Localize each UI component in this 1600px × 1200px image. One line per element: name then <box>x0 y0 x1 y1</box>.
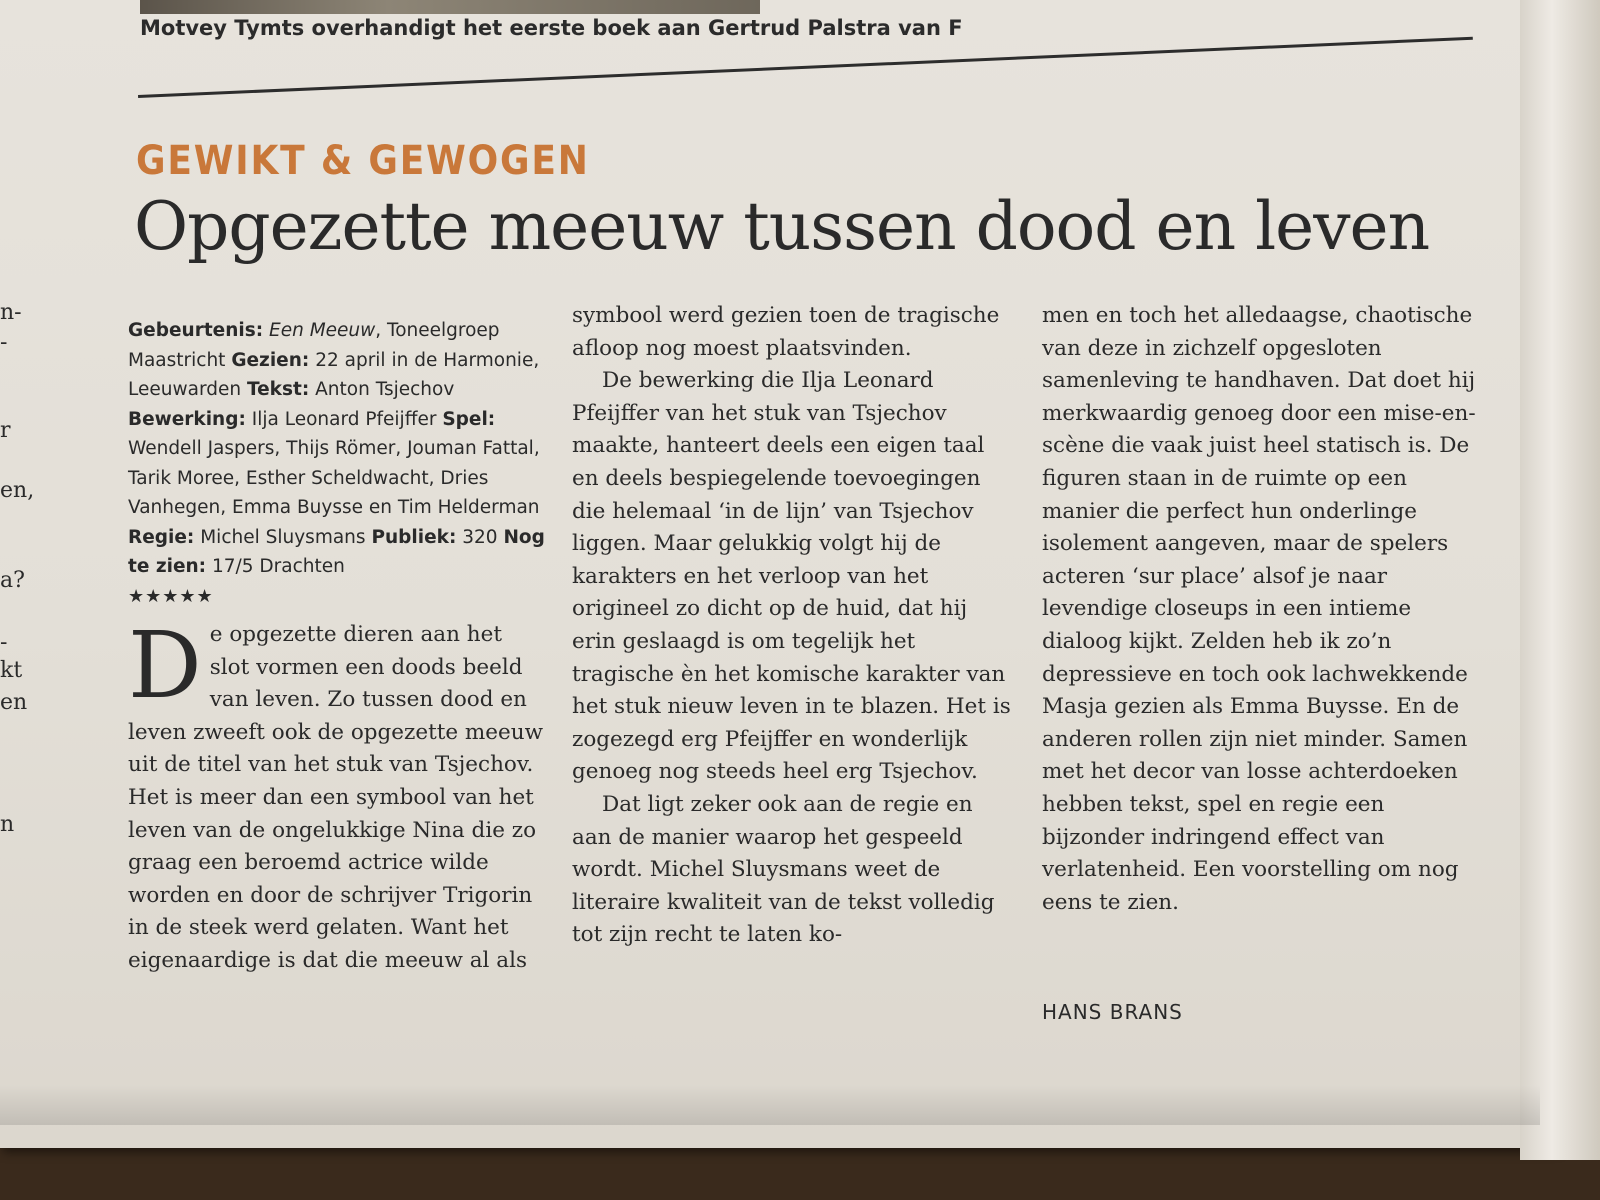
paragraph: symbool werd gezien toen de tragische afloop nog moest plaatsvinden. <box>572 303 1000 361</box>
paper-fold-shadow <box>0 1085 1540 1125</box>
photo-fragment <box>140 0 760 14</box>
rating-stars: ★★★★★ <box>128 585 214 607</box>
section-rubric: GEWIKT & GEWOGEN <box>136 138 590 184</box>
company: , Toneelgroep Maastricht <box>128 320 500 371</box>
cut-text: n- <box>0 300 22 325</box>
article-column-1 <box>128 300 548 978</box>
byline: HANS BRANS <box>1042 1000 1183 1024</box>
paragraph: men en toch het alledaagse, chaotische van deze in zichzelf opgesloten samenleving te handhaven. Dat doet hij merkwaardig genoeg door een mise-en-scène die vaak juist heel statisch is. De figuren staan in de ruimte op een manier die perfect hun onderlinge isolement aangeven, maar de spelers acteren ‘sur place’ alsof je naar levendige closeups in een intieme dialoog kijkt. Zelden heb ik zo’n depressieve en toch ook lachwekkende Masja gezien als Emma Buysse. En de anderen rollen zijn niet minder. Samen met het decor van losse achterdoeken hebben tekst, spel en regie een bijzonder indringend effect van verlatenheid. Een voorstelling om nog eens te zien. <box>1042 303 1476 915</box>
label-publiek: Publiek: <box>371 526 457 548</box>
cast: Wendell Jaspers, Thijs Römer, Jouman Fattal, Tarik Moree, Esther Scheldwacht, Dries Vanhegen, Emma Buysse en Tim Helderman <box>128 438 540 518</box>
article-body-start <box>128 612 548 978</box>
paragraph: Dat ligt zeker ook aan de regie en aan de manier waarop het gespeeld wordt. Michel Sluysmans weet de literaire kwaliteit van de tekst volledig tot zijn recht te laten ko- <box>572 791 995 948</box>
label-regie: Regie: <box>128 526 195 548</box>
seen-at: 22 april in de Harmonie, Leeuwarden <box>128 349 540 400</box>
label-bewerking: Bewerking: <box>128 408 246 430</box>
paragraph: De bewerking die Ilja Leonard Pfeijffer van het stuk van Tsjechov maakte, hanteert deels een eigen taal en deels bespiegelende toevoegingen die helemaal ‘in de lijn’ van Tsjechov liggen. Maar gelukkig volgt hij de karakters en het verloop van het origineel zo dicht op de huid, dat hij erin geslaagd is om tegelijk het tragische èn het komische karakter van het stuk nieuw leven in te blazen. Het is zogezegd erg Pfeijffer en wonderlijk genoeg nog steeds heel erg Tsjechov. <box>572 368 1011 785</box>
photo-caption: Motvey Tymts overhandigt het eerste boek aan Gertrud Palstra van F <box>140 16 963 40</box>
director: Michel Sluysmans <box>200 526 366 548</box>
upcoming-shows: 17/5 Drachten <box>211 556 345 577</box>
page-edge <box>1520 0 1600 1160</box>
label-gezien: Gezien: <box>231 349 310 371</box>
cut-text: en, <box>0 478 35 503</box>
label-gebeurtenis: Gebeurtenis: <box>128 320 264 341</box>
article-column-2 <box>572 300 1012 952</box>
cut-text: r <box>0 418 11 443</box>
article-column-3 <box>1042 300 1482 919</box>
audience-count: 320 <box>462 526 498 548</box>
headline: Opgezette meeuw tussen dood en leven <box>134 188 1430 265</box>
label-nog-te-zien: Nog te zien: <box>128 526 545 577</box>
cut-text: - <box>0 330 8 355</box>
author: Anton Tsjechov <box>315 379 455 400</box>
cut-text: kt <box>0 658 23 683</box>
label-spel: Spel: <box>442 408 496 430</box>
cut-text: en <box>0 690 28 715</box>
cut-text: a? <box>0 568 25 593</box>
paragraph: e opgezette dieren aan het slot vormen een doods beeld van leven. Zo tussen dood en leven zweeft ook de opgezette meeuw uit de titel van het stuk van Tsjechov. Het is meer dan een symbool van het leven van de ongelukkige Nina die zo graag een beroemd actrice wilde worden en door de schrijver Trigorin in de steek werd gelaten. Want het eigenaardige is dat die meeuw al als <box>128 622 543 973</box>
label-tekst: Tekst: <box>246 379 310 400</box>
cut-text: - <box>0 630 8 655</box>
play-title: Een Meeuw <box>269 320 376 341</box>
cut-text: n <box>0 812 15 837</box>
adaptation: Ilja Leonard Pfeijffer <box>251 408 437 430</box>
review-info-box <box>128 316 548 611</box>
drop-cap: D <box>128 612 202 719</box>
